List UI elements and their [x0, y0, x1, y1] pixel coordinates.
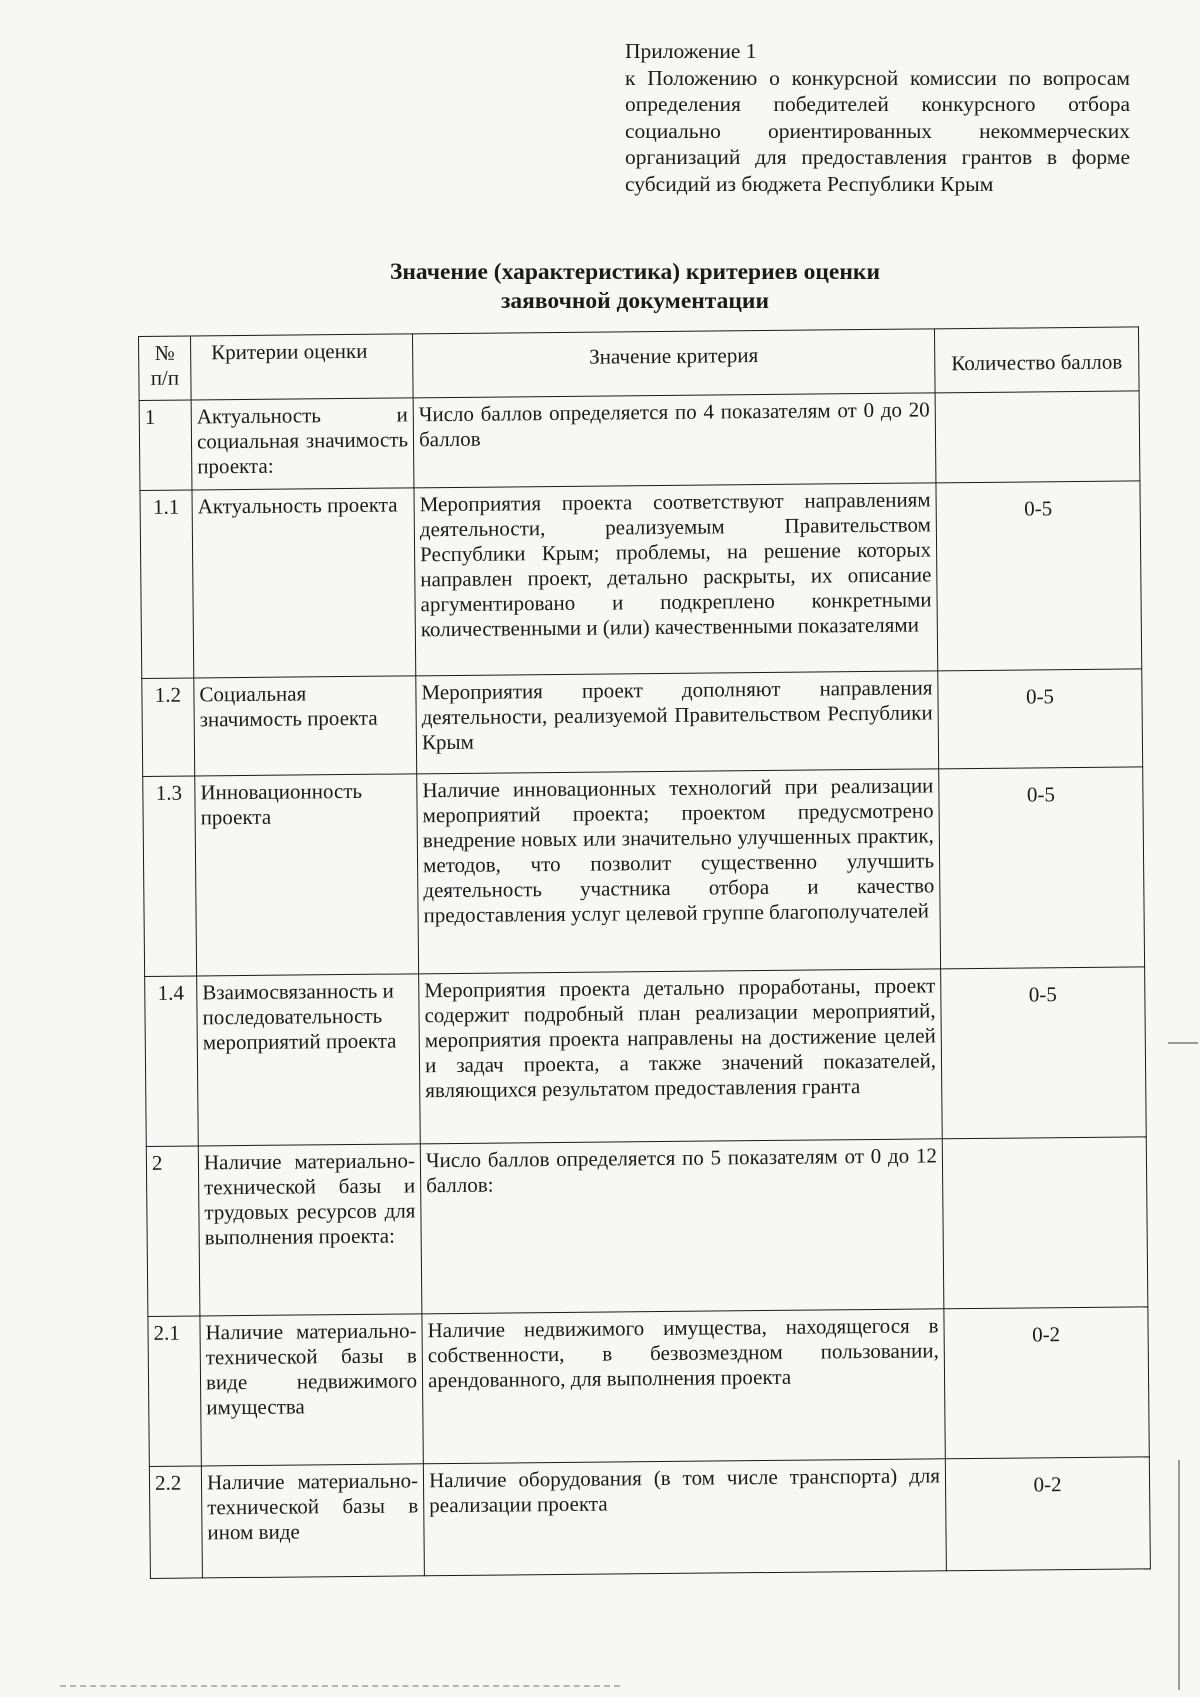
appendix-note — [625, 38, 1130, 197]
table-row — [142, 669, 1143, 777]
scan-edge-line — [1178, 1460, 1180, 1690]
table-row — [139, 391, 1140, 491]
row-num: 1.3 — [143, 776, 197, 976]
header-criteria: Критерии оценки — [191, 334, 414, 400]
appendix-title: Приложение 1 — [625, 39, 757, 63]
row-value: Наличие инновационных технологий при реализации мероприятий проекта; проектом предусмотрено внедрение новых или значительно улучшенных практик, методов, что позволит существенно улучшить деятельность участника отбора и качество предоставления услуг целевой группе благополучателей — [417, 769, 941, 974]
row-score: 0-2 — [945, 1457, 1150, 1571]
row-criteria: Наличие материально-технической базы в виде недвижимого имущества — [200, 1314, 423, 1466]
row-criteria: Наличие материально-технической базы в ином виде — [201, 1464, 424, 1578]
row-criteria: Актуальность и социальная значимость проекта: — [191, 398, 414, 490]
row-num: 2.1 — [148, 1316, 201, 1466]
row-value: Мероприятия проекта детально проработаны, проект содержит подробный план реализации мероприятий, мероприятия проекта направлены на достижение целей и задач проекта, а также значений показателей, являющихся результатом предоставления гранта — [419, 969, 943, 1144]
scan-edge-line — [1168, 1042, 1198, 1044]
row-value: Наличие недвижимого имущества, находящегося в собственности, в безвозмездном пользовании, арендованного, для выполнения проекта — [422, 1309, 945, 1464]
appendix-text: к Положению о конкурсной комиссии по вопросам определения победителей конкурсного отбора социально ориентированных некоммерческих организаций для предоставления грантов в форме субсидий из бюджета Республики Крым — [625, 65, 1130, 196]
row-criteria: Наличие материально-технической базы и трудовых ресурсов для выполнения проекта: — [198, 1144, 422, 1316]
criteria-table — [138, 326, 1151, 1579]
document-heading — [300, 258, 970, 316]
table-row — [140, 481, 1142, 679]
scan-artifact-line — [60, 1685, 620, 1689]
row-value: Мероприятия проекта соответствуют направлениям деятельности, реализуемым Правительством Республики Крым; проблемы, на решение которых направлен проект, детально раскрыты, их описание аргументировано и подкреплено конкретными количественными и (или) качественными показателями — [414, 483, 938, 676]
header-num: № п/п — [139, 336, 192, 400]
row-num: 2 — [146, 1146, 200, 1316]
table-row — [145, 967, 1147, 1147]
table-row — [146, 1137, 1148, 1317]
row-value: Число баллов определяется по 5 показателям от 0 до 12 баллов: — [420, 1139, 944, 1314]
row-value: Число баллов определяется по 4 показателям от 0 до 20 баллов — [413, 393, 936, 488]
header-value: Значение критерия — [412, 329, 935, 398]
heading-line-1: Значение (характеристика) критериев оценки — [389, 259, 880, 285]
row-score — [942, 1137, 1148, 1309]
row-value: Наличие оборудования (в том числе транспорта) для реализации проекта — [423, 1459, 946, 1576]
row-score: 0-5 — [939, 767, 1145, 969]
row-score: 0-5 — [941, 967, 1147, 1139]
heading-line-2: заявочной документации — [500, 288, 769, 314]
table-row — [143, 767, 1145, 977]
row-criteria: Актуальность проекта — [192, 488, 416, 678]
row-num: 1 — [139, 400, 192, 490]
row-criteria: Взаимосвязанность и последовательность мероприятий проекта — [197, 974, 421, 1146]
table-row — [148, 1307, 1149, 1467]
row-value: Мероприятия проект дополняют направления деятельности, реализуемой Правительством Республики Крым — [416, 671, 939, 774]
row-score: 0-5 — [938, 669, 1143, 769]
row-score: 0-2 — [944, 1307, 1149, 1459]
row-score: 0-5 — [936, 481, 1142, 671]
header-score: Количество баллов — [934, 327, 1139, 393]
table-header-row — [139, 327, 1140, 401]
row-num: 1.1 — [140, 490, 194, 678]
row-num: 1.2 — [142, 678, 195, 776]
row-num: 1.4 — [145, 976, 199, 1146]
row-score — [935, 391, 1140, 483]
table-row — [149, 1457, 1150, 1579]
row-criteria: Инновационность проекта — [195, 774, 419, 976]
row-criteria: Социальная значимость проекта — [194, 676, 417, 776]
row-num: 2.2 — [149, 1466, 202, 1578]
